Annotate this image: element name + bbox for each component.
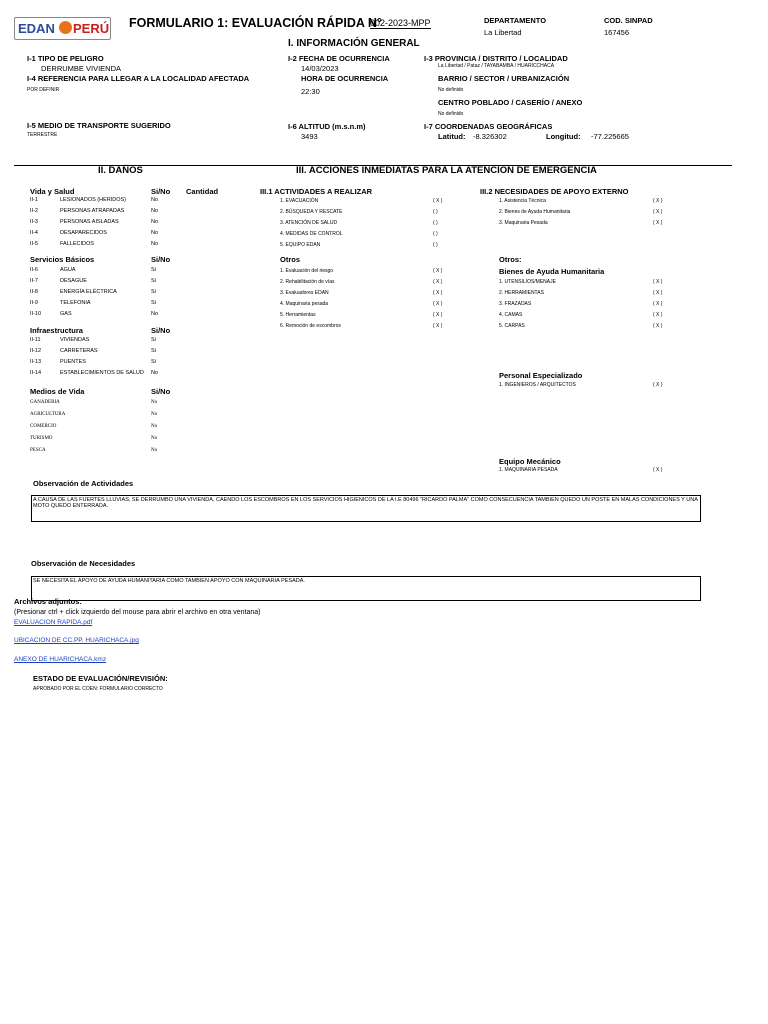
altitud-label: I-6 ALTITUD (m.s.n.m) <box>288 122 366 131</box>
vida-cantidad-header: Cantidad <box>186 187 219 196</box>
action-name: 2. Rehabilitación de vías <box>280 279 335 285</box>
section-acciones: III. ACCIONES INMEDIATAS PARA LA ATENCION DE EMERGENCIA <box>296 165 597 176</box>
necesidades-title: III.2 NECESIDADES DE APOYO EXTERNO <box>480 187 629 196</box>
centro-value: No definido <box>438 111 464 117</box>
action-name: 4. MEDIDAS DE CONTROL <box>280 231 343 237</box>
damage-name: PERSONAS ATRAPADAS <box>60 208 125 214</box>
action-name: 5. CARPAS <box>499 323 525 329</box>
form-title: FORMULARIO 1: EVALUACIÓN RÁPIDA N° <box>129 16 382 30</box>
damage-name: GAS <box>60 311 72 317</box>
obs-act-box <box>31 495 701 522</box>
coord-label: I-7 COORDENADAS GEOGRÁFICAS <box>424 122 553 131</box>
action-mark: ( X ) <box>433 290 443 296</box>
action-mark: ( ) <box>433 220 438 226</box>
damage-code: II-1 <box>30 197 38 203</box>
action-name: 5. EQUIPO EDAN <box>280 242 321 248</box>
damage-code: II-5 <box>30 241 38 247</box>
action-name: 2. HERRAMIENTAS <box>499 290 544 296</box>
action-name: 1. EVACUACIÓN <box>280 198 319 204</box>
dept-label: DEPARTAMENTO <box>484 16 547 25</box>
action-mark: ( ) <box>433 209 438 215</box>
fecha-label: I-2 FECHA DE OCURRENCIA <box>288 54 390 63</box>
action-mark: ( X ) <box>433 312 443 318</box>
file-link-evaluacion[interactable]: EVALUACION RAPIDA.pdf <box>14 619 93 626</box>
damage-name: ESTABLECIMIENTOS DE SALUD <box>60 370 144 376</box>
file-link-ubicacion[interactable]: UBICACION DE CC.PP. HUARICHACA.jpg <box>14 637 139 644</box>
damage-value: No <box>151 311 159 317</box>
action-name: 1. UTENSILIOS/MENAJE <box>499 279 556 285</box>
action-mark: ( X ) <box>433 198 443 204</box>
damage-value: Si <box>151 289 156 295</box>
medio-vida-name: AGRICULTURA <box>30 412 66 417</box>
medios-title: Medios de Vida <box>30 387 85 396</box>
obs-nec-text: SE NECESITA EL APOYO DE AYUDA HUMANITARIA COMO TAMBIEN APOYO CON MAQUINARIA PESADA. <box>33 578 305 584</box>
infra-sino-header: Si/No <box>151 326 171 335</box>
action-name: 6. Remoción de escombros <box>280 323 341 329</box>
action-mark: ( ) <box>433 231 438 237</box>
damage-name: PUENTES <box>60 359 86 365</box>
damage-value: Si <box>151 359 156 365</box>
vida-sino-header: Si/No <box>151 187 171 196</box>
archivos-hint: (Presionar ctrl + click izquierdo del mouse para abrir el archivo en otra ventana) <box>14 609 261 616</box>
action-name: 3. Evaluadores EDAN <box>280 290 329 296</box>
action-name: 4. Maquinaria pesada <box>280 301 329 307</box>
action-mark: ( X ) <box>433 279 443 285</box>
damage-name: FALLECIDOS <box>60 241 94 247</box>
damage-value: Si <box>151 300 156 306</box>
form-number: 002-2023-MPP <box>370 18 431 28</box>
medios-sino-header: Si/No <box>151 387 171 396</box>
damage-code: II-4 <box>30 230 38 236</box>
logo-text-peru: PERÚ <box>73 21 110 36</box>
action-name: 5. Herramientas <box>280 312 316 318</box>
barrio-label: BARRIO / SECTOR / URBANIZACIÓN <box>438 74 570 83</box>
action-mark: ( X ) <box>653 301 663 307</box>
tipo-label: I-1 TIPO DE PELIGRO <box>27 54 104 63</box>
bienes-title: Bienes de Ayuda Humanitaria <box>499 267 605 276</box>
otros2-title: Otros: <box>499 255 522 264</box>
lon-label: Longitud: <box>546 132 581 141</box>
damage-name: AGUA <box>60 267 76 273</box>
damage-code: II-11 <box>30 337 41 343</box>
action-name: 2. Bienes de Ayuda Humanitaria <box>499 209 571 215</box>
obs-act-title: Observación de Actividades <box>33 479 134 488</box>
damage-value: Si <box>151 348 156 354</box>
barrio-value: No definido <box>438 87 464 93</box>
damage-name: DESAGUE <box>60 278 87 284</box>
altitud-value: 3493 <box>301 132 318 141</box>
damage-code: II-2 <box>30 208 38 214</box>
logo-peru-icon <box>59 21 72 34</box>
estado-title: ESTADO DE EVALUACIÓN/REVISIÓN: <box>33 674 168 683</box>
action-mark: ( ) <box>433 242 438 248</box>
section-info-general: I. INFORMACIÓN GENERAL <box>288 38 420 49</box>
action-name: 1. Asistencia Técnica <box>499 198 546 204</box>
action-mark: ( X ) <box>653 467 663 473</box>
action-name: 3. Maquinaria Pesada <box>499 220 548 226</box>
basicos-sino-header: Si/No <box>151 255 171 264</box>
action-mark: ( X ) <box>653 220 663 226</box>
medio-label: I-5 MEDIO DE TRANSPORTE SUGERIDO <box>27 121 171 130</box>
fecha-value: 14/03/2023 <box>301 64 339 73</box>
estado-value: APROBADO POR EL COEN: FORMULARIO CORRECTO <box>33 686 163 692</box>
action-mark: ( X ) <box>433 268 443 274</box>
logo-text-edan: EDAN <box>18 21 55 36</box>
damage-value: No <box>151 370 159 376</box>
medio-vida-name: TURISMO <box>30 436 53 441</box>
obs-act-text: A CAUSA DE LAS FUERTES LLUVIAS, SE DERRUMBO UNA VIVIENDA, CAENDO LOS ESCOMBROS EN LOS SERVICIOS HIGIENICOS DE LA I.E 80496 "RICARDO PALMA" COMO CONSECUENCIA TAMBIEN QUEDO UN POSTE EN MALAS CONDICIONES Y UNA MOTO QUEDO ENTERRADA. <box>33 497 698 509</box>
action-name: 3. ATENCIÓN DE SALUD <box>280 220 338 226</box>
medio-vida-name: GANADERIA <box>30 400 60 405</box>
referencia-label: I-4 REFERENCIA PARA LLEGAR A LA LOCALIDAD AFECTADA <box>27 74 250 83</box>
damage-name: DESAPARECIDOS <box>60 230 107 236</box>
action-name: 1. INGENIEROS / ARQUITECTOS <box>499 382 576 388</box>
damage-code: II-14 <box>30 370 42 376</box>
damage-name: ENERGÍA ELÉCTRICA <box>60 289 117 295</box>
basicos-title: Servicios Básicos <box>30 255 95 264</box>
file-link-anexo[interactable]: ANEXO DE HUARICHACA.kmz <box>14 656 107 663</box>
lat-label: Latitud: <box>438 132 466 141</box>
lat-value: -8.326302 <box>473 132 507 141</box>
centro-label: CENTRO POBLADO / CASERÍO / ANEXO <box>438 98 583 107</box>
hora-label: HORA DE OCURRENCIA <box>301 74 389 83</box>
damage-code: II-7 <box>30 278 38 284</box>
lon-value: -77.225665 <box>591 132 629 141</box>
action-name: 2. BÚSQUEDA Y RESCATE <box>280 209 343 215</box>
damage-value: No <box>151 219 159 225</box>
damage-code: II-12 <box>30 348 42 354</box>
damage-value: Si <box>151 278 156 284</box>
infra-title: Infraestructura <box>30 326 83 335</box>
action-mark: ( X ) <box>653 198 663 204</box>
damage-value: No <box>151 197 159 203</box>
tipo-value: DERRUMBE VIVIENDA <box>41 64 122 73</box>
medio-value: TERRESTRE <box>27 132 58 138</box>
action-name: 1. MAQUINARIA PESADA <box>499 467 558 473</box>
medio-vida-value: No <box>151 412 158 417</box>
provincia-value: La Libertad / Pataz / TAYABAMBA / HUARICCHACA <box>438 63 555 69</box>
otros-title: Otros <box>280 255 301 264</box>
medio-vida-name: PESCA <box>30 448 46 453</box>
hora-value: 22:30 <box>301 87 320 96</box>
damage-code: II-13 <box>30 359 42 365</box>
action-mark: ( X ) <box>433 301 443 307</box>
medio-vida-value: No <box>151 448 158 453</box>
damage-code: II-3 <box>30 219 38 225</box>
obs-nec-box <box>31 576 701 601</box>
medio-vida-name: COMERCIO <box>30 424 57 429</box>
sinpad-label: COD. SINPAD <box>604 16 653 25</box>
damage-name: CARRETERAS <box>60 348 98 354</box>
damage-name: PERSONAS AISLADAS <box>60 219 119 225</box>
damage-name: VIVIENDAS <box>60 337 90 343</box>
edan-peru-logo <box>14 17 111 40</box>
damage-code: II-8 <box>30 289 38 295</box>
action-name: 1. Evaluación del riesgo <box>280 268 334 274</box>
action-mark: ( X ) <box>653 279 663 285</box>
dept-value: La Libertad <box>484 28 522 37</box>
damage-value: No <box>151 230 159 236</box>
equipo-title: Equipo Mecánico <box>499 457 561 466</box>
damage-code: II-10 <box>30 311 42 317</box>
action-mark: ( X ) <box>653 209 663 215</box>
sinpad-value: 167456 <box>604 28 630 37</box>
damage-name: TELEFONIA <box>60 300 91 306</box>
obs-nec-title: Observación de Necesidades <box>31 559 136 568</box>
damage-value: No <box>151 241 159 247</box>
damage-code: II-6 <box>30 267 38 273</box>
provincia-label: I-3 PROVINCIA / DISTRITO / LOCALIDAD <box>424 54 568 63</box>
damage-value: Si <box>151 267 156 273</box>
section-danos: II. DAÑOS <box>98 165 143 176</box>
medio-vida-value: No <box>151 400 158 405</box>
damage-name: LESIONADOS (HERIDOS) <box>60 197 127 203</box>
archivos-title: Archivos adjuntos: <box>14 597 82 606</box>
personal-title: Personal Especializado <box>499 371 583 380</box>
action-mark: ( X ) <box>433 323 443 329</box>
actividades-title: III.1 ACTIVIDADES A REALIZAR <box>260 187 373 196</box>
damage-value: Si <box>151 337 156 343</box>
referencia-value: POR DEFINIR <box>27 87 60 93</box>
action-mark: ( X ) <box>653 323 663 329</box>
damage-code: II-9 <box>30 300 38 306</box>
vida-title: Vida y Salud <box>30 187 75 196</box>
medio-vida-value: No <box>151 424 158 429</box>
action-name: 4. CAMAS <box>499 312 523 318</box>
damage-value: No <box>151 208 159 214</box>
action-mark: ( X ) <box>653 312 663 318</box>
medio-vida-value: No <box>151 436 158 441</box>
action-mark: ( X ) <box>653 290 663 296</box>
action-name: 3. FRAZADAS <box>499 301 532 307</box>
action-mark: ( X ) <box>653 382 663 388</box>
